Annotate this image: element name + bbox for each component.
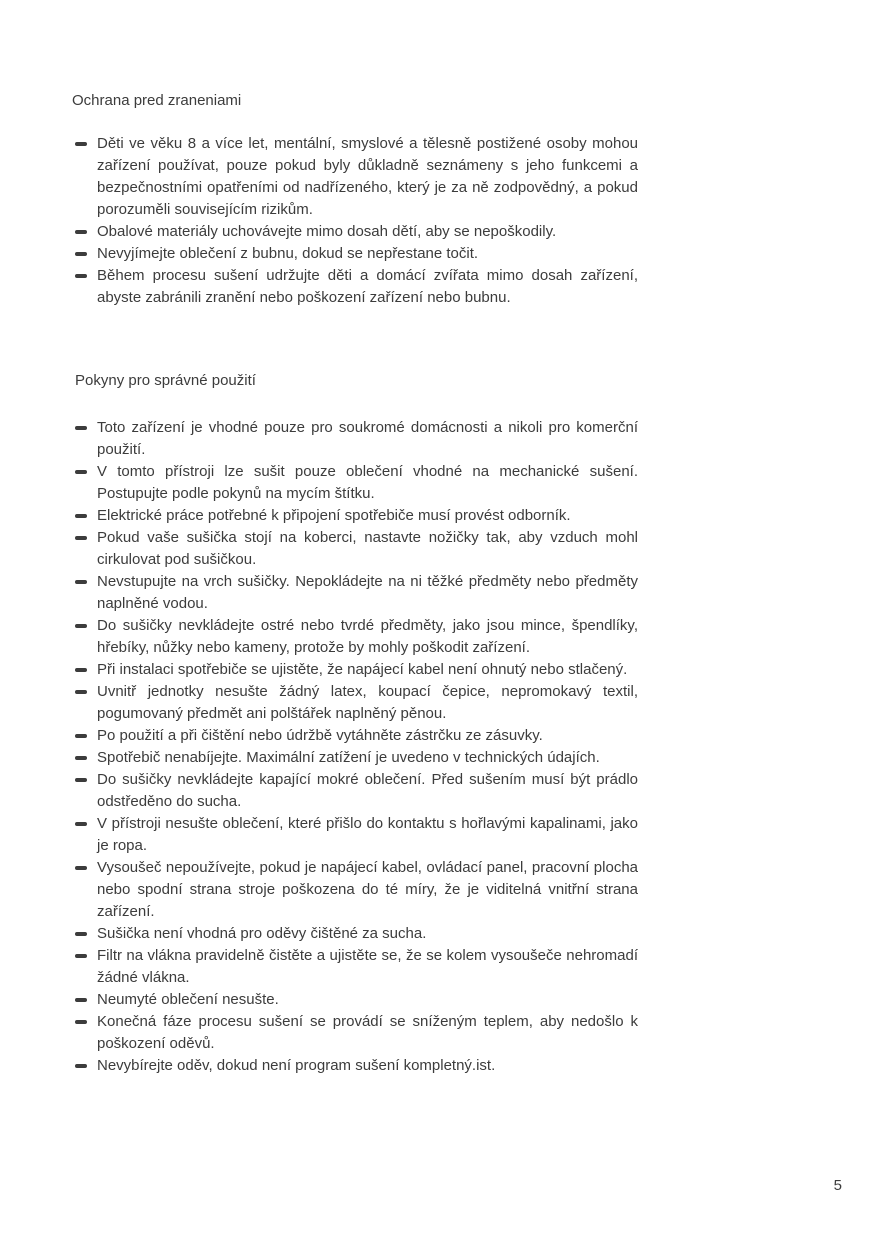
bullet-text: Obalové materiály uchovávejte mimo dosah dětí, aby se nepoškodily. bbox=[97, 223, 557, 240]
bullet-item bbox=[72, 265, 638, 309]
bullet-list bbox=[72, 133, 638, 309]
dash-bullet-icon bbox=[75, 230, 87, 234]
bullet-item bbox=[72, 813, 638, 857]
bullet-text: Sušička není vhodná pro oděvy čištěné za sucha. bbox=[97, 925, 427, 942]
dash-bullet-icon bbox=[75, 624, 87, 628]
dash-bullet-icon bbox=[75, 1020, 87, 1024]
bullet-item bbox=[72, 857, 638, 923]
dash-bullet-icon bbox=[75, 756, 87, 760]
bullet-item bbox=[72, 571, 638, 615]
bullet-item bbox=[72, 747, 638, 769]
bullet-item bbox=[72, 615, 638, 659]
bullet-text: Konečná fáze procesu sušení se provádí se sníženým teplem, aby nedošlo k poškození oděvů. bbox=[97, 1013, 638, 1052]
bullet-text: Uvnitř jednotky nesušte žádný latex, koupací čepice, nepromokavý textil, pogumovaný předmět ani polštářek naplněný pěnou. bbox=[97, 683, 638, 722]
dash-bullet-icon bbox=[75, 822, 87, 826]
bullet-item bbox=[72, 527, 638, 571]
page-number: 5 bbox=[833, 1177, 842, 1194]
dash-bullet-icon bbox=[75, 426, 87, 430]
document-section bbox=[72, 371, 638, 1077]
dash-bullet-icon bbox=[75, 470, 87, 474]
bullet-item bbox=[72, 945, 638, 989]
bullet-item bbox=[72, 505, 638, 527]
bullet-text: Pokud vaše sušička stojí na koberci, nastavte nožičky tak, aby vzduch mohl cirkulovat pod sušičkou. bbox=[97, 529, 638, 568]
dash-bullet-icon bbox=[75, 954, 87, 958]
dash-bullet-icon bbox=[75, 536, 87, 540]
bullet-text: V tomto přístroji lze sušit pouze oblečení vhodné na mechanické sušení. Postupujte podle pokynů na mycím štítku. bbox=[97, 463, 638, 502]
dash-bullet-icon bbox=[75, 142, 87, 146]
section-heading: Ochrana pred zraneniami bbox=[72, 92, 242, 109]
dash-bullet-icon bbox=[75, 932, 87, 936]
bullet-item bbox=[72, 417, 638, 461]
section-heading: Pokyny pro správné použití bbox=[75, 372, 256, 389]
bullet-text: Spotřebič nenabíjejte. Maximální zatížení je uvedeno v technických údajích. bbox=[97, 749, 600, 766]
dash-bullet-icon bbox=[75, 274, 87, 278]
bullet-text: Do sušičky nevkládejte kapající mokré oblečení. Před sušením musí být prádlo odstředěno do sucha. bbox=[97, 771, 638, 810]
bullet-item bbox=[72, 659, 638, 681]
bullet-text: Nevstupujte na vrch sušičky. Nepokládejte na ni těžké předměty nebo předměty naplněné vodou. bbox=[97, 573, 638, 612]
bullet-item bbox=[72, 989, 638, 1011]
bullet-text: Toto zařízení je vhodné pouze pro soukromé domácnosti a nikoli pro komerční použití. bbox=[97, 419, 638, 458]
dash-bullet-icon bbox=[75, 580, 87, 584]
bullet-item bbox=[72, 221, 638, 243]
document-content bbox=[72, 0, 638, 1077]
document-section bbox=[72, 91, 638, 309]
dash-bullet-icon bbox=[75, 514, 87, 518]
bullet-text: V přístroji nesušte oblečení, které přišlo do kontaktu s hořlavými kapalinami, jako je ropa. bbox=[97, 815, 638, 854]
bullet-item bbox=[72, 1011, 638, 1055]
bullet-list bbox=[72, 417, 638, 1077]
dash-bullet-icon bbox=[75, 252, 87, 256]
bullet-item bbox=[72, 923, 638, 945]
bullet-item bbox=[72, 725, 638, 747]
bullet-item bbox=[72, 681, 638, 725]
dash-bullet-icon bbox=[75, 778, 87, 782]
dash-bullet-icon bbox=[75, 734, 87, 738]
bullet-text: Nevybírejte oděv, dokud není program sušení kompletný.ist. bbox=[97, 1057, 496, 1074]
bullet-text: Během procesu sušení udržujte děti a domácí zvířata mimo dosah zařízení, abyste zabránili zranění nebo poškození zařízení nebo bubnu. bbox=[97, 267, 638, 306]
dash-bullet-icon bbox=[75, 668, 87, 672]
dash-bullet-icon bbox=[75, 866, 87, 870]
bullet-text: Elektrické práce potřebné k připojení spotřebiče musí provést odborník. bbox=[97, 507, 571, 524]
dash-bullet-icon bbox=[75, 998, 87, 1002]
bullet-item bbox=[72, 243, 638, 265]
bullet-item bbox=[72, 769, 638, 813]
bullet-text: Neumyté oblečení nesušte. bbox=[97, 991, 279, 1008]
bullet-text: Do sušičky nevkládejte ostré nebo tvrdé předměty, jako jsou mince, špendlíky, hřebíky, nůžky nebo kameny, protože by mohly poškodit zařízení. bbox=[97, 617, 638, 656]
dash-bullet-icon bbox=[75, 690, 87, 694]
bullet-item bbox=[72, 1055, 638, 1077]
bullet-text: Vysoušeč nepoužívejte, pokud je napájecí kabel, ovládací panel, pracovní plocha nebo spodní strana stroje poškozena do té míry, že je viditelná vnitřní strana zařízení. bbox=[97, 859, 638, 920]
bullet-item bbox=[72, 133, 638, 221]
bullet-text: Nevyjímejte oblečení z bubnu, dokud se nepřestane točit. bbox=[97, 245, 479, 262]
bullet-text: Filtr na vlákna pravidelně čistěte a ujistěte se, že se kolem vysoušeče nehromadí žádné vlákna. bbox=[97, 947, 638, 986]
bullet-text: Při instalaci spotřebiče se ujistěte, že napájecí kabel není ohnutý nebo stlačený. bbox=[97, 661, 628, 678]
dash-bullet-icon bbox=[75, 1064, 87, 1068]
bullet-text: Děti ve věku 8 a více let, mentální, smyslové a tělesně postižené osoby mohou zařízení používat, pouze pokud byly důkladně seznámeny s jeho funkcemi a bezpečnostními opatřeními od nadřízeného, který je za ně zodpovědný, a pokud porozuměli souvisejícím rizikům. bbox=[97, 135, 638, 218]
bullet-item bbox=[72, 461, 638, 505]
bullet-text: Po použití a při čištění nebo údržbě vytáhněte zástrčku ze zásuvky. bbox=[97, 727, 543, 744]
